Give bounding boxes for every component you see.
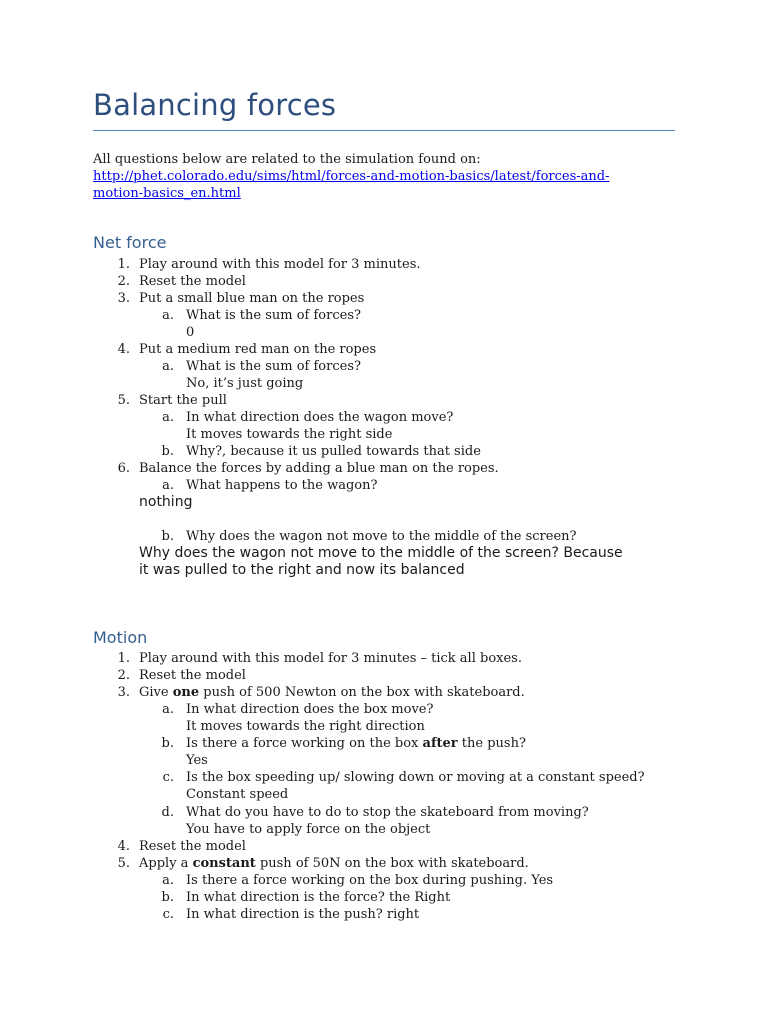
bold-text: one (172, 685, 200, 700)
answer-text: You have to apply force on the object (186, 822, 431, 837)
question-text: Is the box speeding up/ slowing down or moving at a constant speed? (186, 770, 645, 785)
question-text: What happens to the wagon? (186, 478, 378, 493)
item-number: 3. (117, 291, 130, 306)
question-text: In what direction does the wagon move? (186, 410, 454, 425)
list-item-text: Play around with this model for 3 minutes. (139, 257, 421, 272)
question-text: What do you have to do to stop the skateboard from moving? (186, 805, 589, 820)
item-letter: a. (162, 478, 174, 493)
text-part: Apply a (139, 856, 193, 871)
text-part: push of 500 Newton on the box with skateboard. (199, 685, 525, 700)
answer-text: nothing (139, 494, 193, 510)
item-number: 4. (117, 342, 130, 357)
bold-text: after (422, 736, 458, 751)
item-letter: a. (162, 308, 174, 323)
answer-text: it was pulled to the right and now its balanced (139, 562, 465, 578)
answer-text: Constant speed (186, 787, 289, 802)
item-number: 3. (117, 685, 130, 700)
answer-text: Yes (186, 753, 208, 768)
list-item-text: Start the pull (139, 393, 227, 408)
list-item-text: Reset the model (139, 274, 246, 289)
question-text: What is the sum of forces? (186, 359, 361, 374)
item-number: 6. (117, 461, 130, 476)
answer-text: It moves towards the right side (186, 427, 393, 442)
item-letter: a. (162, 873, 174, 888)
item-number: 2. (117, 274, 130, 289)
question-text: What is the sum of forces? (186, 308, 361, 323)
question-text: Why?, because it us pulled towards that side (186, 444, 481, 459)
list-item-text: Reset the model (139, 668, 246, 683)
text-part: push of 50N on the box with skateboard. (255, 856, 529, 871)
intro-text: All questions below are related to the simulation found on: (93, 152, 481, 167)
item-letter: b. (161, 890, 174, 905)
item-letter: a. (162, 702, 174, 717)
item-letter: c. (162, 770, 174, 785)
list-item-text: Play around with this model for 3 minutes – tick all boxes. (139, 651, 522, 666)
simulation-link-line2[interactable]: motion-basics_en.html (93, 186, 241, 201)
item-number: 1. (117, 651, 130, 666)
item-letter: d. (161, 805, 174, 820)
page-title: Balancing forces (93, 88, 337, 122)
question-text: In what direction is the push? right (186, 907, 420, 922)
item-letter: a. (162, 410, 174, 425)
simulation-link-line1[interactable]: http://phet.colorado.edu/sims/html/forces-and-motion-basics/latest/forces-and- (93, 169, 610, 184)
motion-heading: Motion (93, 628, 148, 647)
list-item-text: Put a medium red man on the ropes (139, 342, 377, 357)
item-letter: b. (161, 736, 174, 751)
item-number: 2. (117, 668, 130, 683)
answer-text: 0 (186, 325, 195, 340)
question-text (186, 735, 526, 752)
answer-text: Why does the wagon not move to the middle of the screen? Because (139, 545, 623, 561)
item-number: 4. (117, 839, 130, 854)
question-text: Why does the wagon not move to the middle of the screen? (186, 529, 577, 544)
item-number: 1. (117, 257, 130, 272)
item-letter: b. (161, 444, 174, 459)
item-number: 5. (117, 393, 130, 408)
list-item (100, 256, 130, 273)
question-text: Is there a force working on the box during pushing. Yes (186, 873, 554, 888)
list-item-text: Balance the forces by adding a blue man on the ropes. (139, 461, 499, 476)
title-rule (93, 130, 675, 131)
question-text: In what direction does the box move? (186, 702, 434, 717)
answer-text: It moves towards the right direction (186, 719, 425, 734)
list-item-text (139, 855, 529, 872)
text-part: Is there a force working on the box (186, 736, 423, 751)
answer-text: No, it’s just going (186, 376, 304, 391)
text-part: Give (139, 685, 173, 700)
net-force-heading: Net force (93, 233, 167, 252)
list-item-text: Put a small blue man on the ropes (139, 291, 365, 306)
item-number: 5. (117, 856, 130, 871)
item-letter: b. (161, 529, 174, 544)
list-item-text (139, 684, 525, 701)
text-part: the push? (457, 736, 526, 751)
list-item-text: Reset the model (139, 839, 246, 854)
item-letter: c. (162, 907, 174, 922)
bold-text: constant (192, 856, 256, 871)
question-text: In what direction is the force? the Right (186, 890, 451, 905)
item-letter: a. (162, 359, 174, 374)
